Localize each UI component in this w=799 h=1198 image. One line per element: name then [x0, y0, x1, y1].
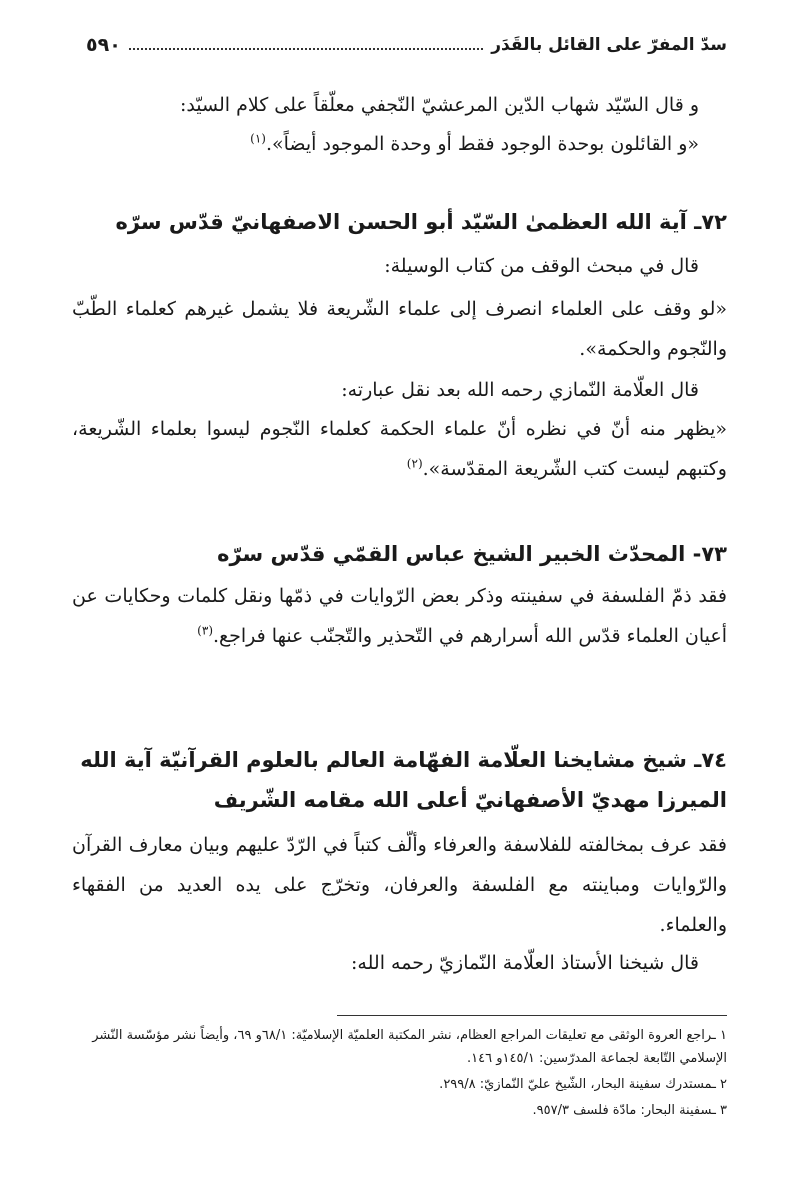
paragraph-qummi	[72, 576, 727, 656]
footnote-2: ٢ ـمستدرك سفينة البحار، الشّيخ عليّ النّمازيّ: ٢٩٩/٨.	[439, 1077, 727, 1092]
quote-waqf: «لو وقف على العلماء انصرف إلى علماء الشّريعة فلا يشمل غيرهم كعلماء الطّبّ والنّجوم والحكمة».	[72, 298, 727, 360]
running-header	[72, 30, 727, 60]
footnote-3: ٣ ـسفينة البحار: مادّة فلسف ٩٥٧/٣.	[532, 1103, 727, 1118]
heading-72: ٧٢ـ آية الله العظمیٰ السّيّد أبو الحسن الاصفهانيّ قدّس سرّه	[115, 210, 727, 234]
paragraph-isfahani: فقد عرف بمخالفته للفلاسفة والعرفاء وألّف كتباً في الرّدّ عليهم وبيان معارف القرآن والرّوايات ومباينته مع الفلسفة والعرفان، وتخرّج على يده العديد من الفقهاء والعلماء.	[72, 834, 727, 936]
quote-text: «يظهر منه أنّ في نظره أنّ علماء الحكمة كعلماء النّجوم ليسوا بعلماء الشّريعة، وكتبهم ليست كتب الشّريعة المقدّسة».	[72, 418, 727, 480]
footnote-separator	[337, 1015, 727, 1016]
header-dotted-leader	[129, 48, 483, 50]
footnote-1: ١ ـراجع العروة الوثقى مع تعليقات المراجع العظام، نشر المكتبة العلميّة الإسلاميّة: ٦٨/١و ٦٩، وأيضاً نشر مؤسّسة النّشر الإسلامي التّابعة لجماعة المدرّسين: ١٤٥/١و ١٤٦.	[92, 1028, 727, 1066]
running-title: سدّ المفرّ على القائل بالقَدَر	[491, 35, 727, 55]
paragraph-wasila: قال في مبحث الوقف من كتاب الوسيلة:	[384, 255, 699, 277]
heading-74: ٧٤ـ شيخ مشايخنا العلّامة الفهّامة العالم بالعلوم القرآنيّة آية الله الميرزا مهديّ الأصفهانيّ أعلى الله مقامه الشّريف	[80, 748, 727, 812]
paragraph-text: فقد ذمّ الفلسفة في سفينته وذكر بعض الرّوايات في ذمّها ونقل كلمات وحكايات عن أعيان العلماء قدّس الله أسرارهم في التّحذير والتّجنّب عنها فراجع.	[72, 585, 727, 647]
quote-hikma	[72, 409, 727, 489]
paragraph-namazi: قال العلّامة النّمازي رحمه الله بعد نقل عبارته:	[341, 379, 699, 401]
paragraph-intro: و قال السّيّد شهاب الدّين المرعشيّ النّجفي معلّقاً على كلام السيّد:	[179, 94, 699, 116]
footnote-ref-3: (٣)	[197, 623, 213, 638]
paragraph-shaykhuna: قال شيخنا الأستاذ العلّامة النّمازيّ رحمه الله:	[351, 952, 699, 974]
footnote-ref-2: (٢)	[406, 456, 423, 471]
footnote-ref-1: (١)	[250, 131, 266, 146]
heading-73: ٧٣- المحدّث الخبير الشيخ عباس القمّي قدّس سرّه	[217, 542, 727, 566]
quote-text: «و القائلون بوحدة الوجود فقط أو وحدة الموجود أيضاً».	[265, 133, 699, 155]
quote-wahdat	[72, 124, 727, 164]
page-number: ٥٩٠	[86, 34, 121, 56]
